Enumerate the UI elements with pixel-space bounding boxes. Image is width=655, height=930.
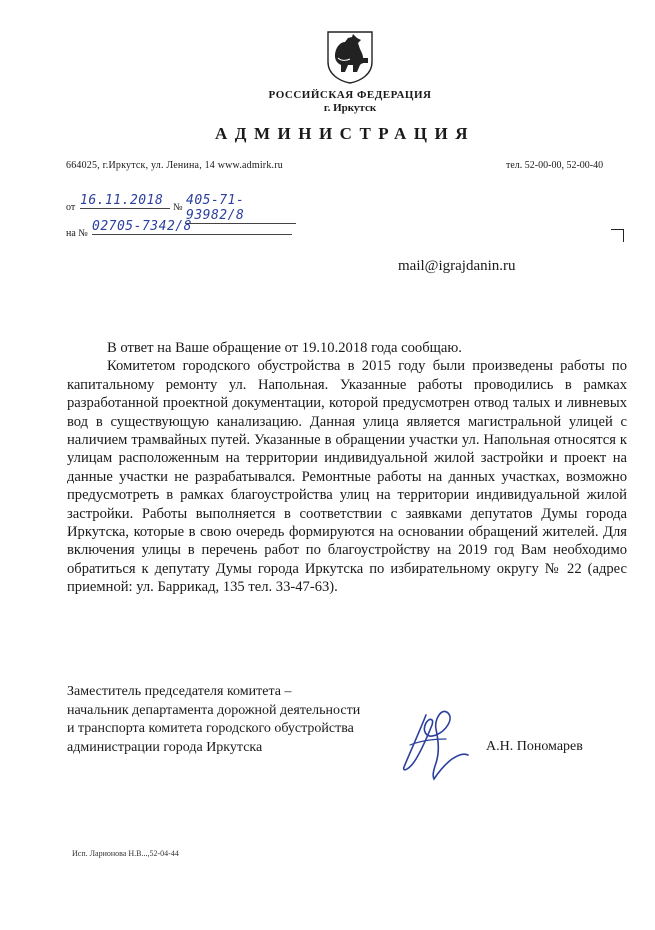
coat-of-arms-icon <box>326 28 374 84</box>
address-corner-mark <box>611 229 624 242</box>
signatory-title-line: начальник департамента дорожной деятельности <box>67 702 361 718</box>
executor-note: Исп. Ларионова Н.В...,52-04-44 <box>72 849 179 858</box>
city-name: г. Иркутск <box>323 102 377 114</box>
signatory-title-line: и транспорта комитета городского обустройства <box>67 721 354 736</box>
reply-label: на № <box>66 228 88 239</box>
outgoing-number: 405-71-93982/8 <box>186 193 296 224</box>
number-label: № <box>173 202 183 213</box>
signatory-title <box>67 683 360 757</box>
country-name: РОССИЙСКАЯ ФЕДЕРАЦИЯ <box>268 89 432 101</box>
signatory-title-line: администрации города Иркутска <box>67 739 263 755</box>
from-date: 16.11.2018 <box>80 193 170 209</box>
recipient-email: mail@igrajdanin.ru <box>398 258 516 274</box>
signatory-name: А.Н. Пономарев <box>486 739 583 754</box>
from-label: от <box>66 202 76 213</box>
organization-title: АДМИНИСТРАЦИЯ <box>214 124 475 143</box>
signatory-title-line: Заместитель председателя комитета – <box>67 684 292 699</box>
body-paragraph: Комитетом городского обустройства в 2015 году были произведены работы по капитальному ремонту ул. Напольная. Указанные работы проводились в рамках разработанной проектной документации, которой предусмотрен отвод талых и ливневых вод в существующую канализацию. Данная улица является магистральной улицей с наличием трамвайных путей. Указанные в обращении участки ул. Напольная относятся к улицам расположенным на территории индивидуальной жилой застройки и проект на данные участки не разрабатывался. Ремонтные работы на данных участках, возможно предусмотреть в рамках благоустройства улиц на территории индивидуальной жилой застройки. Работы выполняется в соответствии с заявками депутатов Думы города Иркутска, которые в свою очередь формируются на основании обращений жителей. Для включения улицы в перечень работ по благоустройству на 2019 год Вам необходимо обратиться к депутату Думы города Иркутска по избирательному округу № 22 (адрес приемной: ул. Баррикад, 135 тел. 33-47-63). <box>67 358 627 596</box>
signature-icon <box>396 705 474 785</box>
reply-number: 02705-7342/8 <box>92 219 292 235</box>
body-paragraph: В ответ на Ваше обращение от 19.10.2018 года сообщаю. <box>107 340 462 356</box>
letterhead-phones: тел. 52-00-00, 52-00-40 <box>506 160 604 171</box>
letterhead-address: 664025, г.Иркутск, ул. Ленина, 14 www.admirk.ru <box>66 160 283 171</box>
letter-body <box>67 339 627 597</box>
